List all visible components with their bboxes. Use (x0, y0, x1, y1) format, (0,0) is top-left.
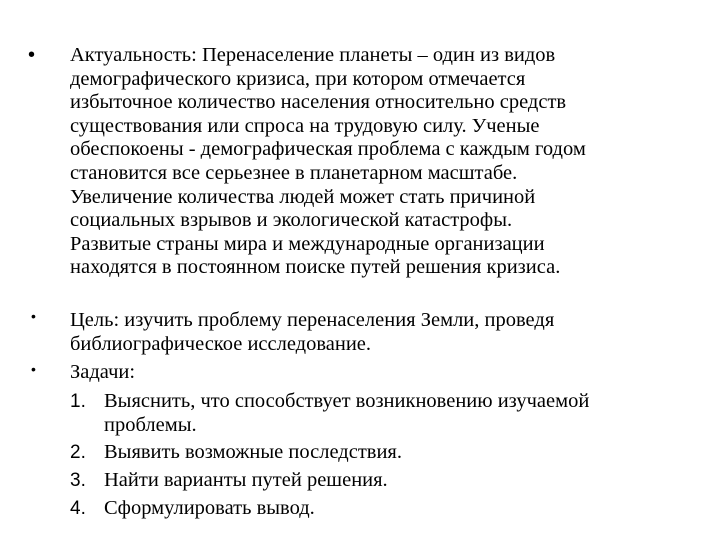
tasks-label: Задачи: (70, 361, 136, 383)
list-item-text: Сформулировать вывод. (104, 497, 315, 519)
list-number: 2. (70, 442, 86, 463)
relevance-text: Актуальность: Перенаселение планеты – один из видов демографического кризиса, при котором отмечается избыточное количество населения относительно средств существования или спроса на трудовую силу. Ученые обеспокоены - демографическая проблема с каждым годом становится все серьезнее в планетарном масштабе. Увеличение количества людей может стать причиной социальных взрывов и экологической катастрофы. Развитые страны мира и международные организации находятся в постоянном поиске путей решения кризиса. (70, 44, 586, 279)
list-number: 3. (70, 470, 86, 491)
list-item-text: Выяснить, что способствует возникновению изучаемой проблемы. (104, 390, 590, 436)
bullet-dot: • (28, 44, 36, 66)
bullet-dot: • (31, 361, 36, 377)
list-number: 1. (70, 391, 86, 412)
list-item-text: Найти варианты путей решения. (104, 469, 388, 491)
list-item-text: Выявить возможные последствия. (104, 441, 402, 463)
bullet-dot: • (31, 308, 36, 324)
list-number: 4. (70, 498, 86, 519)
goal-text: Цель: изучить проблему перенаселения Земли, проведя библиографическое исследование. (70, 309, 555, 355)
